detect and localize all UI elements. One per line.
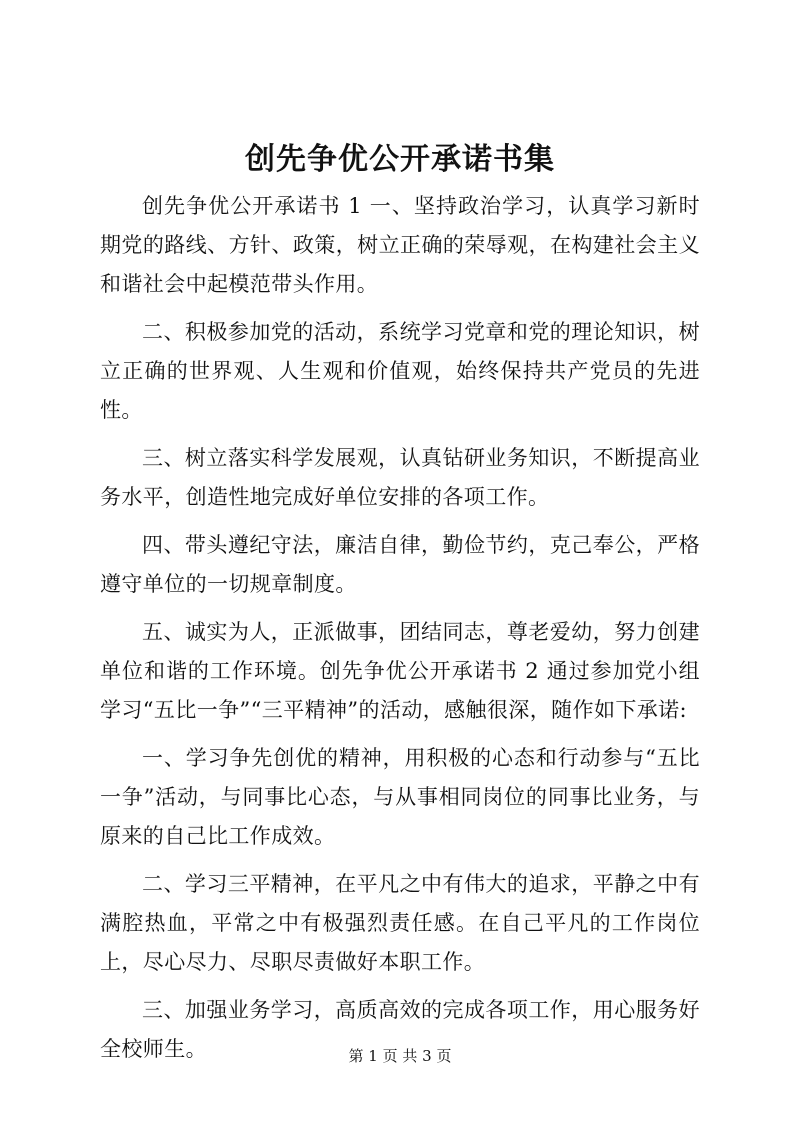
paragraph-5: 五、诚实为人，正派做事，团结同志，尊老爱幼，努力创建单位和谐的工作环境。创先争优公开承诺书 2 通过参加党小组学习“五比一争”“三平精神”的活动，感触很深，随作如下承诺: <box>100 620 700 722</box>
document-body <box>100 187 700 1078</box>
paragraph-4: 四、带头遵纪守法，廉洁自律，勤俭节约，克己奉公，严格遵守单位的一切规章制度。 <box>100 533 700 596</box>
paragraph-6: 一、学习争先创优的精神，用积极的心态和行动参与“五比一争”活动，与同事比心态，与从事相同岗位的同事比业务，与原来的自己比工作成效。 <box>100 746 700 848</box>
paragraph-3: 三、树立落实科学发展观，认真钻研业务知识，不断提高业务水平，创造性地完成好单位安排的各项工作。 <box>100 446 700 509</box>
paragraph-1: 创先争优公开承诺书 1 一、坚持政治学习，认真学习新时期党的路线、方针、政策，树立正确的荣辱观，在构建社会主义和谐社会中起模范带头作用。 <box>100 194 700 296</box>
document-title: 创先争优公开承诺书集 <box>245 142 555 177</box>
paragraph-8: 三、加强业务学习，高质高效的完成各项工作，用心服务好全校师生。 <box>100 998 700 1061</box>
page-number-footer: 第 1 页 共 3 页 <box>348 1047 452 1065</box>
paragraph-7: 二、学习三平精神，在平凡之中有伟大的追求，平静之中有满腔热血，平常之中有极强烈责任感。在自己平凡的工作岗位上，尽心尽力、尽职尽责做好本职工作。 <box>100 872 700 974</box>
paragraph-2: 二、积极参加党的活动，系统学习党章和党的理论知识，树立正确的世界观、人生观和价值观，始终保持共产党员的先进性。 <box>100 320 700 422</box>
